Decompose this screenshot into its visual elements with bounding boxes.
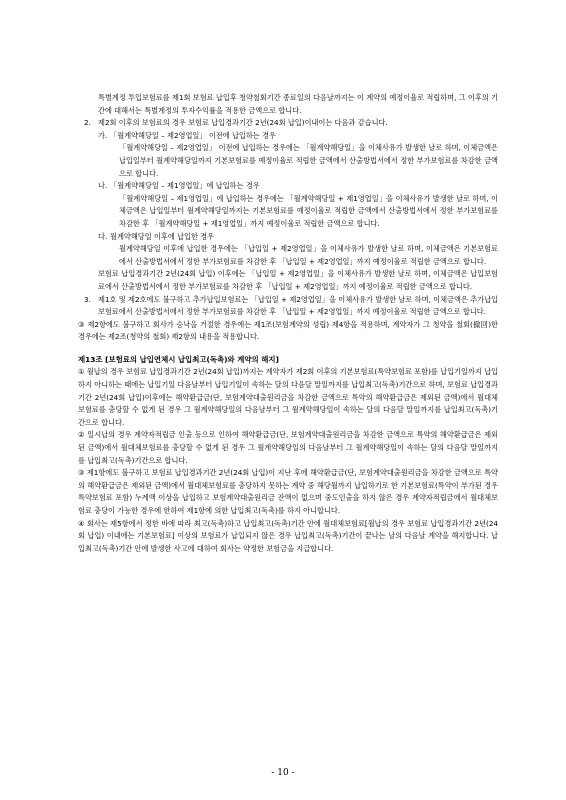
item-2-na — [78, 180, 498, 193]
item-2-da — [78, 231, 498, 244]
item-3 — [78, 294, 498, 319]
item-2-na-marker: 나. — [98, 181, 108, 191]
article-13-para-1: ① 월납의 경우 보험료 납입경과기간 2년(24회 납입)까지는 계약자가 제2회 이후의 기본보험료(특약보험료 포함)를 납입기일까지 납입하지 아니하는 때에는 납입기일 다음날부터 납입기일이 속하는 달의 다음달 말일까지를 납입최고(독촉)기간으로 하며, 보험료 납입경과기간 2년(24회 납입)이후에는 해약환급금(단, 보험계약대출원리금을 차감한 금액으로 특약의 해약환급금은 제외된 금액)에서 월대체보험료를 충당할 수 없게 된 경우 그 월계약해당일의 다음날부터 그 월계약해당일이 속하는 달의 다음달 말일까지를 납입최고(독촉)기간으로 합니다. — [78, 367, 498, 427]
item-2-marker: 2. — [84, 118, 91, 128]
item-2-ga — [78, 130, 498, 143]
article-13-title: 제13조 [보험료의 납입연체시 납입최고(독촉)와 계약의 해지] — [78, 354, 279, 364]
item-2-na-body: 「월계약해당일 – 제1영업일」에 납입하는 경우에는 「월계약해당일 + 제1영업일」을 이체사유가 발생한 날로 하며, 이체금액은 납입일부터 월계약해당일까지는 기본보험료를 예정이율로 적립한 금액에서 산출방법서에서 정한 부가보험료를 차감한 후 「월계약해당일 + 제1영업일」까지 예정이율로 적립한 금액으로 합니다. — [119, 193, 498, 228]
item-2-text: 제2회 이후의 보험료의 경우 보험료 납입경과기간 2년(24회 납입)이내이는 다음과 같습니다. — [98, 118, 388, 128]
article-13-para-3: ③ 제1항에도 불구하고 보험료 납입경과기간 2년(24회 납입)이 지난 후에 해약환급금(단, 보험계약대출원리금을 차감한 금액으로 특약의 해약환급금은 제외된 금액)에서 월대체보험료를 충당하지 못하는 계약 중 해당월까지 납입하기로 한 기본보험료(특약이 부가된 경우 특약보험료 포함) 누계액 이상을 납입하고 보험계약대출원리금 잔액이 없으며 중도인출을 하지 않은 경우 계약자적립금에서 월대체보험료 충당이 가능한 경우에 한하여 제1항에 의한 납입최고(독촉)를 하지 아니합니다. — [78, 468, 498, 515]
item-2 — [78, 117, 498, 130]
item-2-da-body: 월계약해당일 이후에 납입한 경우에는 「납입일 + 제2영업일」을 이체사유가 발생한 날로 하며, 이체금액은 기본보험료에서 산출방법서에서 정한 부가보험료를 차감한 후 「납입일 + 제2영업일」까지 예정이율로 적립한 금액으로 합니다. — [119, 244, 498, 266]
page-number: - 10 - — [271, 768, 295, 778]
item-2-da-title: 월계약해당일 이후에 납입한 경우 — [110, 231, 215, 241]
document-body — [78, 92, 498, 555]
paragraph-3: ③ 제2항에도 불구하고 회사가 승낙을 거절한 경우에는 제1조(보험계약의 성립) 제4항을 적용하며, 계약자가 그 청약을 철회(撤回)한 경우에는 제2조(청약의 철회) 제2항의 내용을 적용합니다. — [78, 319, 498, 342]
article-13-para-4: ④ 회사는 제5항에서 정한 바에 따라 최고(독촉)하고 납입최고(독촉)기간 안에 월대체보험료[월납의 경우 보험료 납입경과기간 2년(24회 납입) 이내에는 기본보험료] 이상의 보험료가 납입되지 않은 경우 납입최고(독촉)기간이 끝나는 날의 다음날 계약을 해지합니다. 납입최고(독촉)기간 안에 발생한 사고에 대하여 회사는 약정한 보험금을 지급합니다. — [78, 518, 498, 553]
article-13-para-2: ② 일시납의 경우 계약자적립금 인출 등으로 인하여 해약환급금(단, 보험계약대출원리금을 차감한 금액으로 특약의 해약환급금은 제외된 금액)에서 월대체보험료를 충당할 수 없게 된 경우 그 월계약해당일의 다음날부터 그 월계약해당일이 속하는 달의 다음달 말일까지를 납입최고(독촉)기간으로 합니다. — [78, 430, 498, 465]
item-2-ga-title: 「월계약해당일 – 제2영업일」 이전에 납입하는 경우 — [110, 130, 276, 140]
intro-paragraph: 특별계정 투입보험료를 제1회 보험료 납입후 청약철회기간 종료일의 다음날까지는 이 계약의 예정이율로 적립하며, 그 이후의 기간에 대해서는 특별계정의 투자수익률을 적용한 금액으로 합니다. — [98, 93, 498, 115]
item-3-text: 제1호 및 제2호에도 불구하고 추가납입보험료는 「납입일 + 제2영업일」을 이체사유가 발생한 날로 하며, 이체금액은 추가납입보험료에서 산출방법서에서 정한 부가보험료를 차감한 후 「납입일 + 제2영업일」까지 예정이율로 적립한 금액으로 합니다. — [98, 294, 498, 317]
item-3-marker: 3. — [84, 294, 91, 304]
item-2-after-paragraph: 보험료 납입경과기간 2년(24회 납입) 이후에는 「납입일 + 제2영업일」을 이체사유가 발생한 날로 하며, 이체금액은 납입보험료에서 산출방법서에서 정한 부가보험료를 차감한 후 「납입일 + 제2영업일」까지 예정이율로 적립한 금액으로 합니다. — [98, 269, 498, 291]
item-2-ga-body: 「월계약해당일 – 제2영업일」 이전에 납입하는 경우에는 「월계약해당일」을 이체사유가 발생한 날로 하며, 이체금액은 납입일부터 월계약해당일까지 기본보험료를 예정이율로 적립한 금액에서 산출방법서에서 정한 부가보험료를 차감한 금액으로 합니다. — [119, 143, 498, 178]
item-2-ga-marker: 가. — [98, 130, 108, 140]
item-2-da-marker: 다. — [98, 231, 108, 241]
item-2-na-title: 「월계약해당일 – 제1영업일」에 납입하는 경우 — [110, 181, 260, 191]
